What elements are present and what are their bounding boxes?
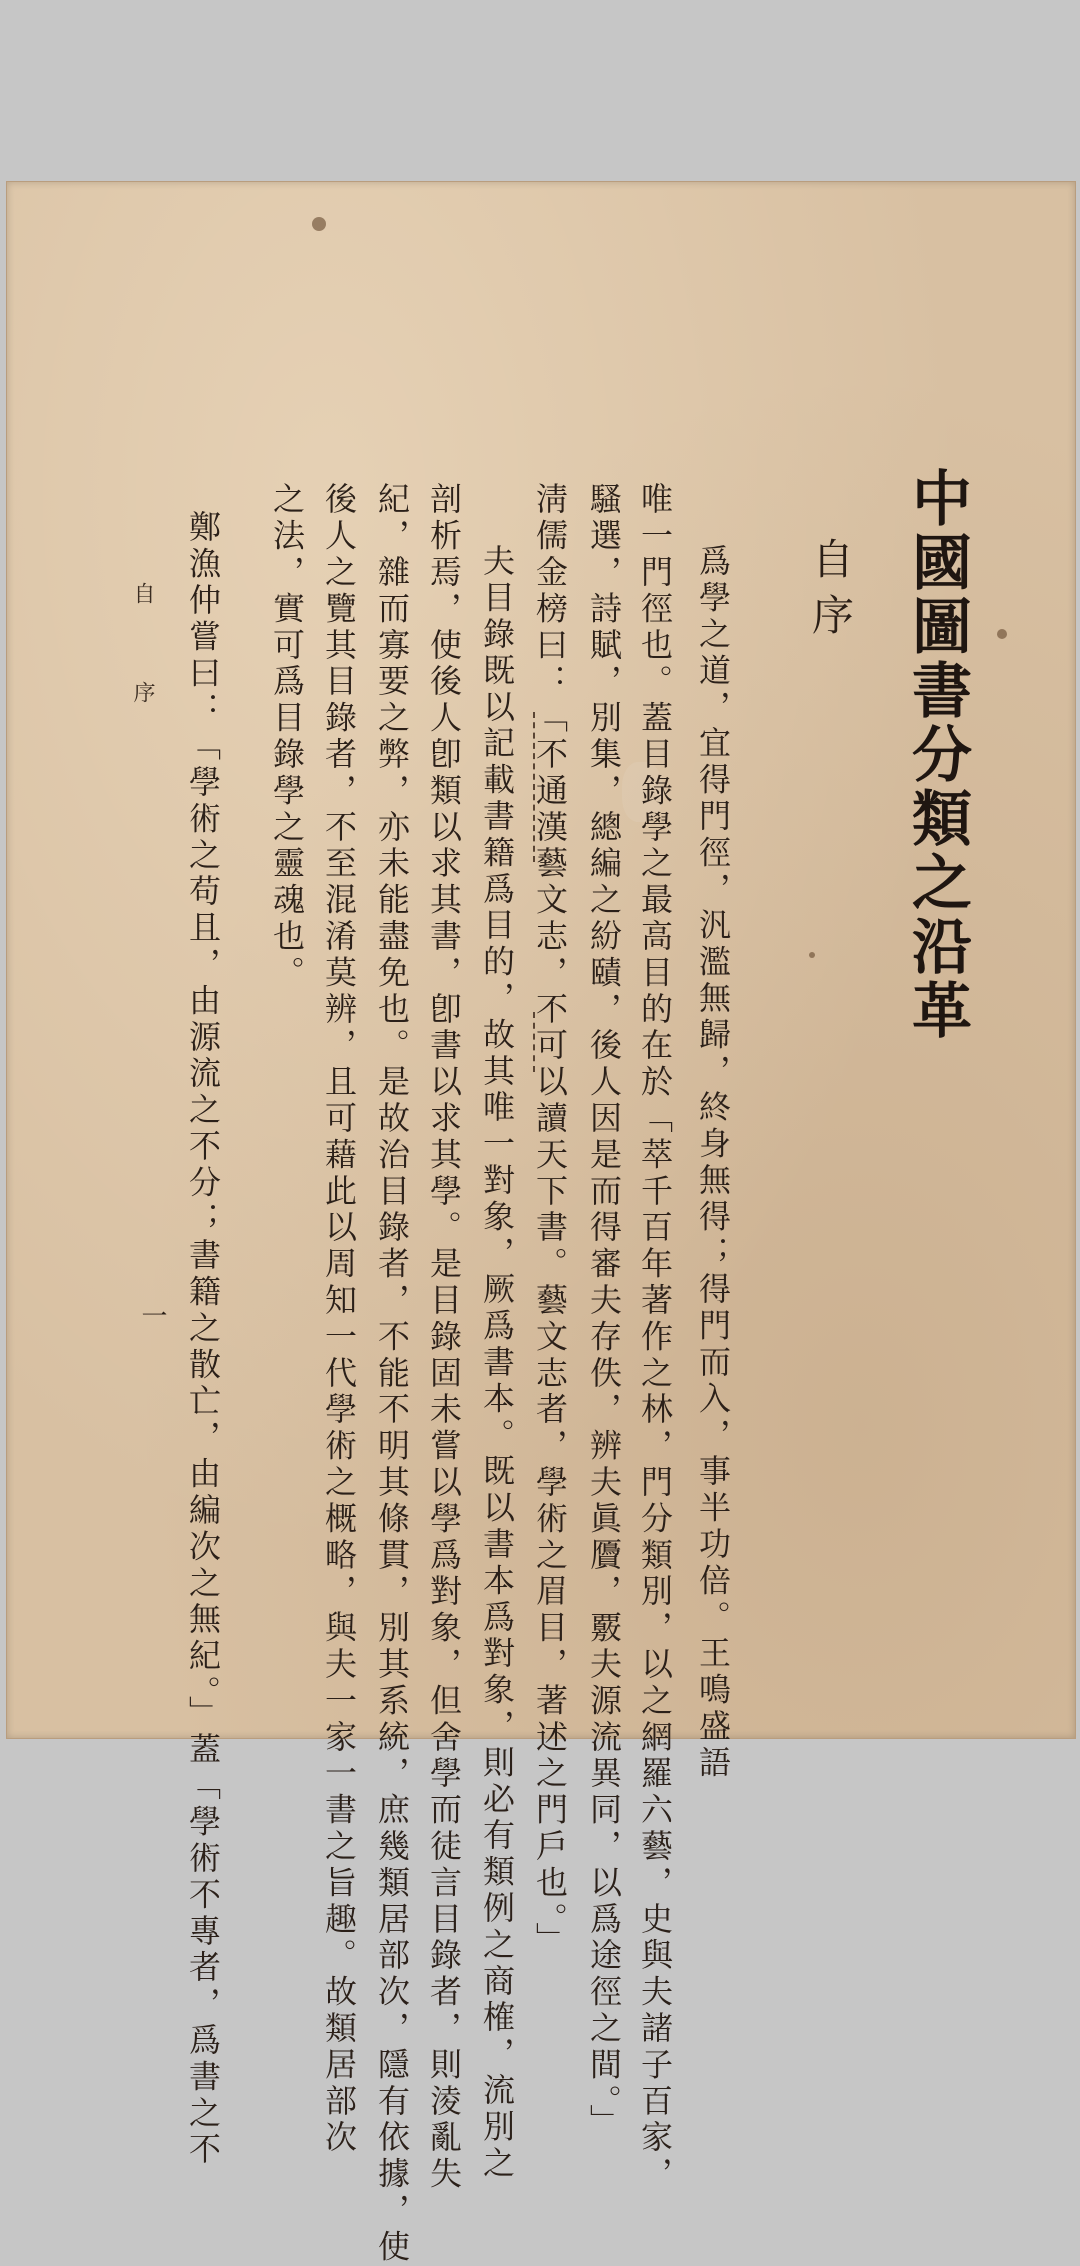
text-line: 鄭漁仲嘗曰：「學術之苟且，由源流之不分；書籍之散亡，由編次之無紀。」蓋「學術不專者，爲書之不 — [184, 510, 222, 2169]
text-line: 之法，實可爲目錄學之靈魂也。 — [268, 482, 306, 992]
book-title: 中國圖書分類之沿革 — [902, 467, 972, 1043]
ink-spot — [809, 952, 815, 958]
ink-spot — [312, 217, 326, 231]
running-header: 自 序 — [130, 582, 155, 729]
text-line: 騷選，詩賦，別集，總編之紛賾，後人因是而得審夫存佚，辨夫眞贗，覈夫源流異同，以爲途徑之間。」 — [585, 482, 623, 2141]
text-line: 爲學之道，宜得門徑，汎濫無歸，終身無得；得門而入，事半功倍。王鳴盛語 — [694, 544, 732, 1782]
text-line: 夫目錄既以記載書籍爲目的，故其唯一對象，厥爲書本。既以書本爲對象，則必有類例之商榷，流別之 — [478, 544, 516, 2182]
text-line: 剖析焉，使後人卽類以求其書，卽書以求其學。是目錄固未嘗以學爲對象，但舍學而徒言目錄者，則淩亂失 — [425, 482, 463, 2193]
page-number: 一 — [137, 1302, 167, 1328]
text-line: 後人之覽其目錄者，不至混淆莫辨，且可藉此以周知一代學術之概略，與夫一家一書之旨趣。故類居部次 — [320, 482, 358, 2157]
proper-noun-mark — [533, 1012, 535, 1072]
text-line: 紀，雜而寡要之弊，亦未能盡免也。是故治目錄者，不能不明其條貫，別其系統，庶幾類居部次，隱有依據，使 — [373, 482, 411, 2266]
preface-title: 自序 — [806, 537, 855, 649]
text-line: 唯一門徑也。蓋目錄學之最高目的在於「萃千百年著作之林，門分類別，以之網羅六藝，史與夫諸子百家， — [636, 482, 674, 2193]
ink-spot — [997, 629, 1007, 639]
book-page — [6, 181, 1076, 2266]
text-line: 淸儒金榜曰：「不通漢藝文志，不可以讀天下書。藝文志者，學術之眉目，著述之門戶也。」 — [531, 482, 569, 1959]
proper-noun-mark — [533, 712, 535, 862]
